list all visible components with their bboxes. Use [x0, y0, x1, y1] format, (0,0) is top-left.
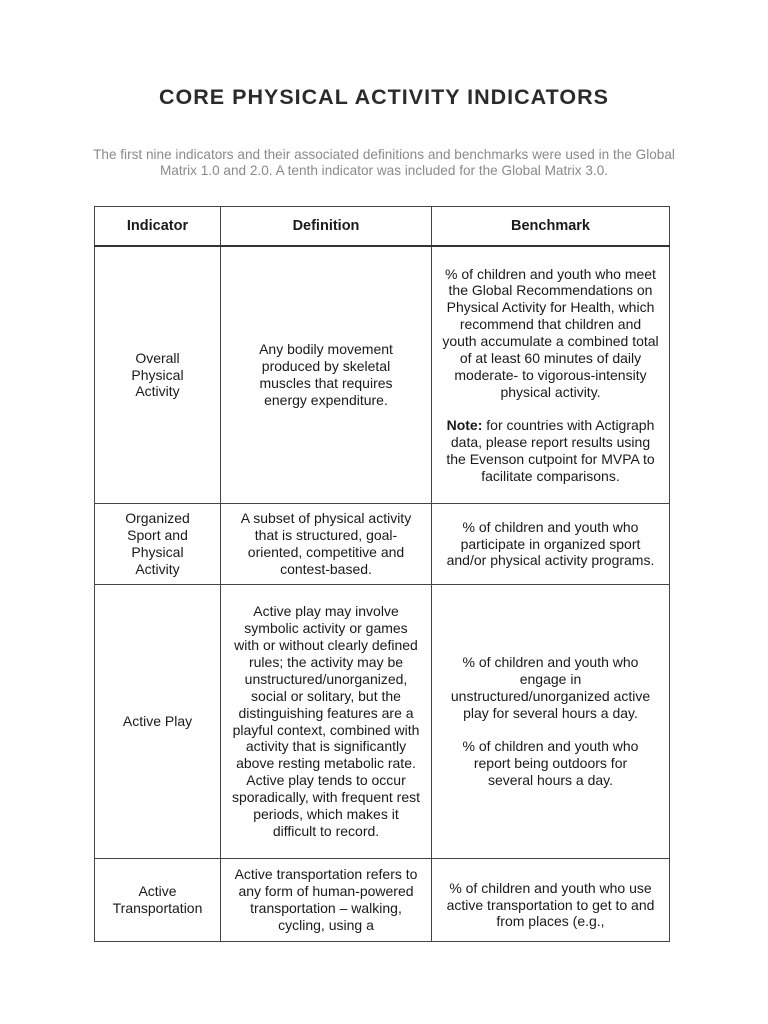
definition-cell: A subset of physical activity that is structured, goal-oriented, competitive and contest-based.	[221, 504, 432, 585]
indicator-cell: Organized Sport and Physical Activity	[95, 504, 221, 585]
intro-paragraph: The first nine indicators and their associated definitions and benchmarks were used in the Global Matrix 1.0 and 2.0. A tenth indicator was included for the Global Matrix 3.0.	[93, 147, 675, 178]
header-indicator: Indicator	[95, 207, 221, 247]
page-title: CORE PHYSICAL ACTIVITY INDICATORS	[159, 85, 609, 109]
header-benchmark: Benchmark	[432, 207, 670, 247]
header-definition: Definition	[221, 207, 432, 247]
table-row	[95, 585, 670, 859]
paragraph-spacer	[444, 722, 657, 738]
benchmark-cell	[432, 246, 670, 504]
table-row	[95, 504, 670, 585]
definition-cell: Active transportation refers to any form of human-powered transportation – walking, cycling, using a	[221, 859, 432, 942]
table-row	[95, 859, 670, 942]
paragraph-spacer	[442, 401, 659, 417]
indicator-cell: Active Transportation	[95, 859, 221, 942]
table-header-row	[95, 207, 670, 247]
benchmark-cell: % of children and youth who use active transportation to get to and from places (e.g.,	[432, 859, 670, 942]
definition-cell: Active play may involve symbolic activity or games with or without clearly defined rules; the activity may be unstructured/unorganized, social or solitary, but the distinguishing features are a playful context, combined with activity that is significantly above resting metabolic rate. Active play tends to occur sporadically, with frequent rest periods, which makes it difficult to record.	[221, 585, 432, 859]
benchmark-cell: % of children and youth who participate in organized sport and/or physical activity programs.	[432, 504, 670, 585]
indicator-cell: Overall Physical Activity	[95, 246, 221, 504]
definition-cell: Any bodily movement produced by skeletal muscles that requires energy expenditure.	[221, 246, 432, 504]
table-row	[95, 246, 670, 504]
note-label: Note:	[446, 416, 483, 433]
benchmark-cell	[432, 585, 670, 859]
benchmark-note	[442, 417, 659, 485]
note-text: for countries with Actigraph data, please report results using the Evenson cutpoint for MVPA to facilitate comparisons.	[446, 416, 655, 484]
indicators-table	[94, 206, 670, 942]
benchmark-text-2: % of children and youth who report being outdoors for several hours a day.	[462, 737, 639, 788]
benchmark-text: % of children and youth who engage in unstructured/unorganized active play for several hours a day.	[450, 654, 651, 722]
benchmark-text: % of children and youth who meet the Global Recommendations on Physical Activity for Health, which recommend that children and youth accumulate a combined total of at least 60 minutes of daily moderate- to vigorous-intensity physical activity.	[442, 265, 659, 400]
indicator-cell: Active Play	[95, 585, 221, 859]
